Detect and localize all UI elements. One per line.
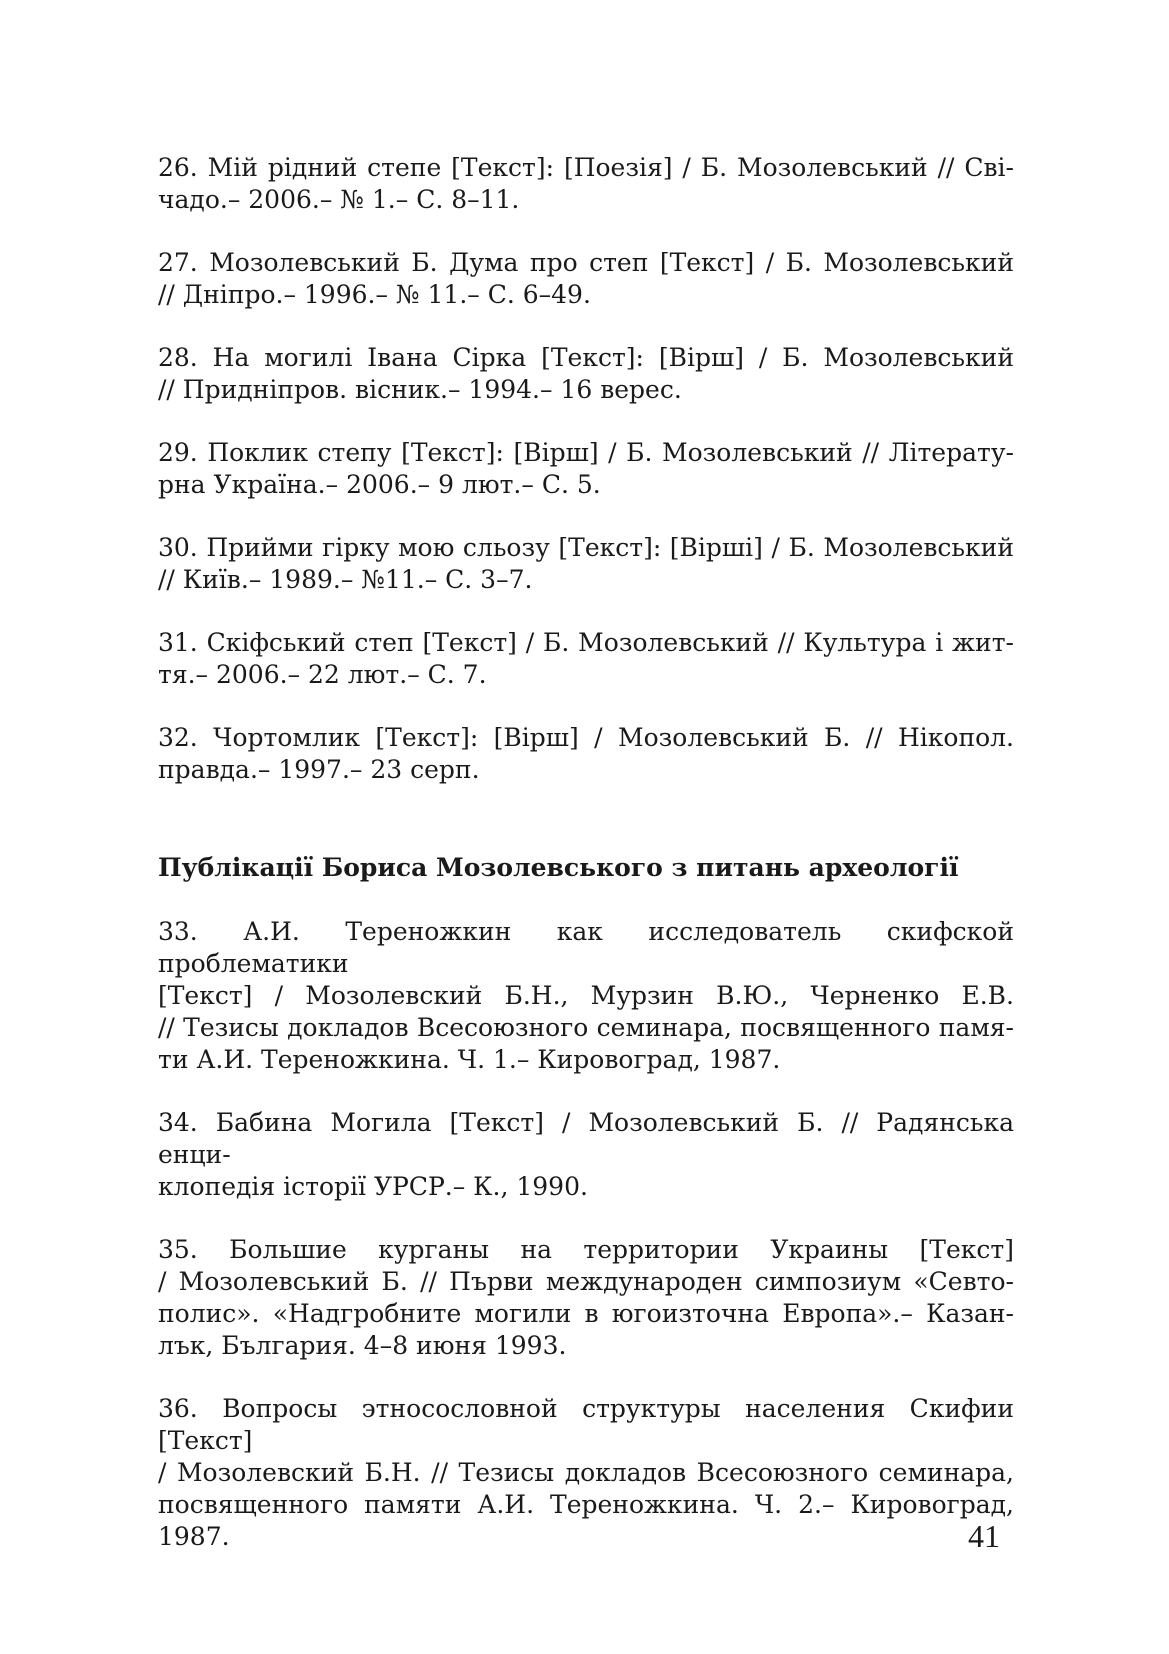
bibliography-entry-31 — [158, 627, 1014, 691]
entry-line: [Текст] / Мозолевский Б.Н., Мурзин В.Ю., Черненко Е.В. — [158, 981, 1014, 1010]
entry-line: 35. Большие курганы на территории Украины [Текст] — [158, 1235, 1014, 1264]
entry-list-poetry — [158, 152, 1014, 786]
entry-line: // Тезисы докладов Всесоюзного семинара, посвященного памя- — [158, 1013, 1014, 1042]
entry-list-archaeology — [158, 916, 1014, 1553]
entry-line: / Мозолевский Б.Н. // Тезисы докладов Всесоюзного семинара, — [158, 1458, 1014, 1487]
bibliography-entry-34 — [158, 1107, 1014, 1203]
page-body — [158, 152, 1014, 1584]
entry-line: // Київ.– 1989.– №11.– С. 3–7. — [158, 565, 533, 594]
entry-line: рна Україна.– 2006.– 9 лют.– С. 5. — [158, 470, 601, 499]
entry-line: тя.– 2006.– 22 лют.– С. 7. — [158, 660, 487, 689]
bibliography-entry-30 — [158, 532, 1014, 596]
entry-line: // Дніпро.– 1996.– № 11.– С. 6–49. — [158, 280, 591, 309]
bibliography-entry-32 — [158, 722, 1014, 786]
bibliography-entry-27 — [158, 247, 1014, 311]
entry-line: клопедія історії УРСР.– К., 1990. — [158, 1172, 588, 1201]
bibliography-entry-36 — [158, 1393, 1014, 1553]
entry-line: 33. А.И. Тереножкин как исследователь скифской проблематики — [158, 917, 1014, 978]
entry-line: 32. Чортомлик [Текст]: [Вірш] / Мозолевський Б. // Нікопол. — [158, 723, 1014, 752]
entry-line: полис». «Надгробните могили в югоизточна Европа».– Казан- — [158, 1299, 1014, 1328]
entry-line: посвященного памяти А.И. Тереножкина. Ч. 2.– Кировоград, 1987. — [158, 1490, 1014, 1551]
entry-line: 29. Поклик степу [Текст]: [Вірш] / Б. Мозолевський // Літерату- — [158, 438, 1014, 467]
entry-line: 27. Мозолевський Б. Дума про степ [Текст] / Б. Мозолевський — [158, 248, 1014, 277]
entry-line: 26. Мій рідний степе [Текст]: [Поезія] / Б. Мозолевський // Сві- — [158, 153, 1014, 182]
entry-line: // Придніпров. вісник.– 1994.– 16 верес. — [158, 375, 682, 404]
entry-line: правда.– 1997.– 23 серп. — [158, 755, 480, 784]
bibliography-entry-33 — [158, 916, 1014, 1076]
bibliography-entry-29 — [158, 437, 1014, 501]
page-number: 41 — [968, 1518, 1000, 1554]
entry-line: чадо.– 2006.– № 1.– С. 8–11. — [158, 185, 520, 214]
entry-line: 34. Бабина Могила [Текст] / Мозолевський Б. // Радянська енци- — [158, 1108, 1014, 1169]
entry-line: 30. Прийми гірку мою сльозу [Текст]: [Вірші] / Б. Мозолевський — [158, 533, 1014, 562]
bibliography-entry-26 — [158, 152, 1014, 216]
section-heading: Публікації Бориса Мозолевського з питань археології — [158, 853, 959, 882]
bibliography-entry-35 — [158, 1234, 1014, 1362]
bibliography-entry-28 — [158, 342, 1014, 406]
entry-line: ти А.И. Тереножкина. Ч. 1.– Кировоград, 1987. — [158, 1045, 781, 1074]
entry-line: / Мозолевський Б. // Първи международен симпозиум «Севто- — [158, 1267, 1014, 1296]
entry-line: 28. На могилі Івана Сірка [Текст]: [Вірш] / Б. Мозолевський — [158, 343, 1014, 372]
entry-line: 36. Вопросы этносословной структуры населения Скифии [Текст] — [158, 1394, 1014, 1455]
entry-line: лък, България. 4–8 июня 1993. — [158, 1331, 567, 1360]
entry-line: 31. Скіфський степ [Текст] / Б. Мозолевський // Культура і жит- — [158, 628, 1014, 657]
